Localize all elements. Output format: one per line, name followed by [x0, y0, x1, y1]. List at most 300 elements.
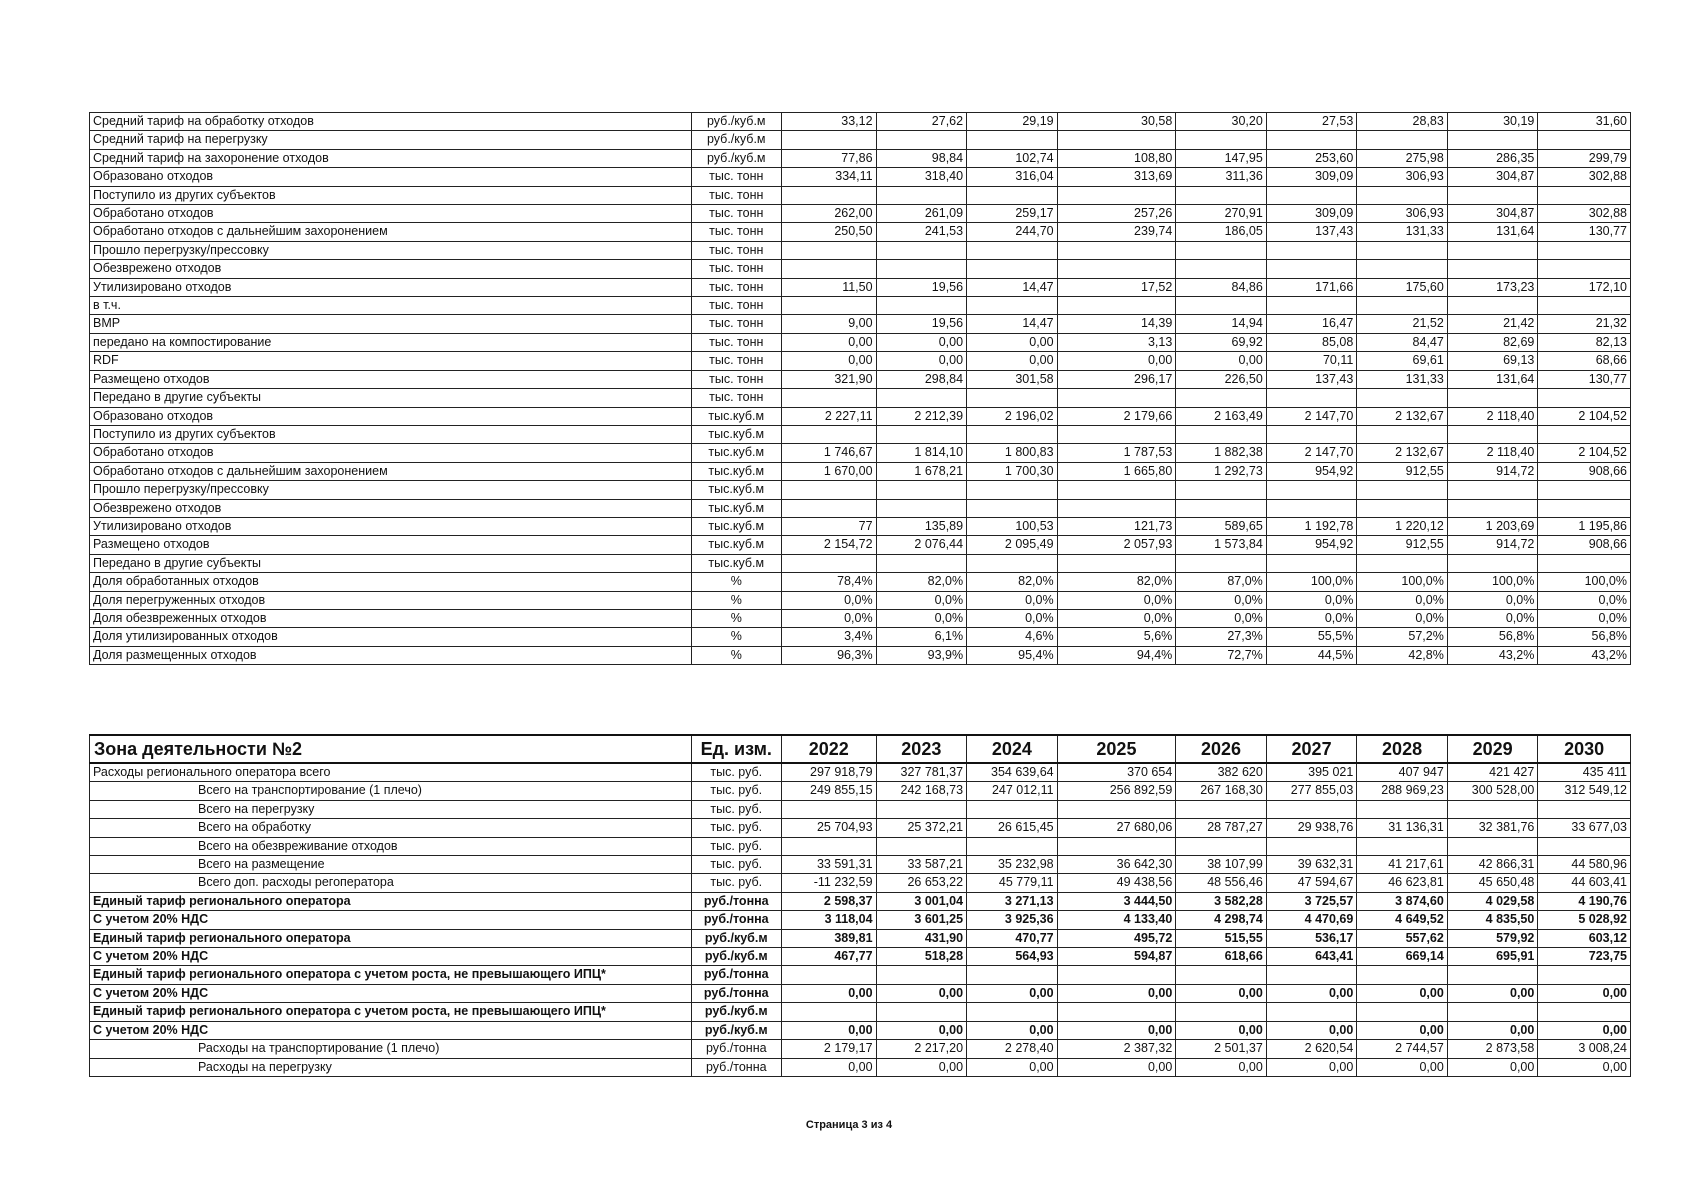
value-cell: 0,00	[876, 1058, 967, 1076]
row-label: Всего на размещение	[90, 856, 692, 874]
table-row	[90, 800, 1631, 818]
value-cell: 33 677,03	[1538, 819, 1631, 837]
row-label: Доля обработанных отходов	[90, 573, 692, 591]
value-cell	[1266, 837, 1357, 855]
value-cell: 0,0%	[1266, 591, 1357, 609]
value-cell	[967, 554, 1058, 572]
value-cell: 275,98	[1357, 149, 1448, 167]
value-cell: 301,58	[967, 370, 1058, 388]
value-cell	[1538, 389, 1631, 407]
value-cell: 0,0%	[1538, 591, 1631, 609]
value-cell: 130,77	[1538, 370, 1631, 388]
value-cell: 2 620,54	[1266, 1040, 1357, 1058]
value-cell: 0,00	[1057, 352, 1176, 370]
value-cell	[1447, 554, 1538, 572]
year-column-header: 2026	[1176, 735, 1267, 763]
value-cell	[1357, 389, 1448, 407]
value-cell: 47 594,67	[1266, 874, 1357, 892]
value-cell: 29,19	[967, 113, 1058, 131]
value-cell: 0,0%	[1057, 591, 1176, 609]
table-row	[90, 929, 1631, 947]
table-row	[90, 315, 1631, 333]
value-cell: 3,4%	[782, 628, 877, 646]
row-label: Единый тариф регионального оператора	[90, 929, 692, 947]
value-cell: 241,53	[876, 223, 967, 241]
value-cell: 0,00	[1538, 984, 1631, 1002]
value-cell: 48 556,46	[1176, 874, 1267, 892]
value-cell: 954,92	[1266, 536, 1357, 554]
value-cell: 28,83	[1357, 113, 1448, 131]
value-cell: 495,72	[1057, 929, 1176, 947]
value-cell	[1357, 425, 1448, 443]
value-cell	[1447, 966, 1538, 984]
value-cell: 579,92	[1447, 929, 1538, 947]
value-cell	[876, 131, 967, 149]
table-row	[90, 186, 1631, 204]
zone-2-tariff-table-body	[90, 763, 1631, 1076]
row-unit: руб./тонна	[691, 984, 782, 1002]
value-cell	[967, 389, 1058, 407]
value-cell: 370 654	[1057, 763, 1176, 782]
value-cell: 26 615,45	[967, 819, 1058, 837]
value-cell: 2 154,72	[782, 536, 877, 554]
year-column-header: 2029	[1447, 735, 1538, 763]
value-cell	[1266, 966, 1357, 984]
value-cell: 27 680,06	[1057, 819, 1176, 837]
row-label: Обезврежено отходов	[90, 260, 692, 278]
value-cell	[1357, 1003, 1448, 1021]
value-cell: 68,66	[1538, 352, 1631, 370]
value-cell	[1057, 837, 1176, 855]
value-cell: 45 779,11	[967, 874, 1058, 892]
value-cell: 131,33	[1357, 223, 1448, 241]
value-cell	[1266, 800, 1357, 818]
value-cell: 0,00	[1176, 352, 1267, 370]
value-cell: 72,7%	[1176, 646, 1267, 664]
row-unit: руб./куб.м	[691, 131, 782, 149]
value-cell: 102,74	[967, 149, 1058, 167]
value-cell: 2 095,49	[967, 536, 1058, 554]
value-cell	[1266, 554, 1357, 572]
value-cell: 21,32	[1538, 315, 1631, 333]
value-cell: 311,36	[1176, 168, 1267, 186]
zone-2-tariff-table	[89, 734, 1631, 1077]
value-cell: 286,35	[1447, 149, 1538, 167]
value-cell	[1538, 1003, 1631, 1021]
row-unit: тыс.куб.м	[691, 499, 782, 517]
value-cell: 297 918,79	[782, 763, 877, 782]
row-unit: тыс. тонн	[691, 223, 782, 241]
row-label: Прошло перегрузку/прессовку	[90, 241, 692, 259]
value-cell: 2 147,70	[1266, 407, 1357, 425]
value-cell: 19,56	[876, 278, 967, 296]
value-cell: 42,8%	[1357, 646, 1448, 664]
value-cell: 96,3%	[782, 646, 877, 664]
row-unit: тыс. тонн	[691, 370, 782, 388]
value-cell: 2 179,17	[782, 1040, 877, 1058]
value-cell: 49 438,56	[1057, 874, 1176, 892]
value-cell	[782, 260, 877, 278]
value-cell: 518,28	[876, 948, 967, 966]
value-cell: 270,91	[1176, 205, 1267, 223]
value-cell	[1538, 837, 1631, 855]
value-cell: 302,88	[1538, 168, 1631, 186]
value-cell	[782, 425, 877, 443]
value-cell	[967, 837, 1058, 855]
value-cell: 0,00	[1447, 1058, 1538, 1076]
row-unit: руб./куб.м	[691, 1021, 782, 1039]
row-label: Доля размещенных отходов	[90, 646, 692, 664]
value-cell	[1266, 260, 1357, 278]
value-cell: 84,86	[1176, 278, 1267, 296]
row-label: С учетом 20% НДС	[90, 911, 692, 929]
row-label: Передано в другие субъекты	[90, 389, 692, 407]
value-cell	[1357, 800, 1448, 818]
value-cell	[782, 186, 877, 204]
row-label: Доля утилизированных отходов	[90, 628, 692, 646]
value-cell	[1538, 800, 1631, 818]
table-row	[90, 536, 1631, 554]
value-cell: 2 132,67	[1357, 407, 1448, 425]
row-unit: тыс. тонн	[691, 297, 782, 315]
row-label: Прошло перегрузку/прессовку	[90, 481, 692, 499]
row-label: Единый тариф регионального оператора	[90, 892, 692, 910]
table-row	[90, 481, 1631, 499]
value-cell: 267 168,30	[1176, 782, 1267, 800]
value-cell	[1266, 481, 1357, 499]
table-row	[90, 984, 1631, 1002]
row-label: RDF	[90, 352, 692, 370]
value-cell	[1176, 499, 1267, 517]
value-cell: 304,87	[1447, 168, 1538, 186]
value-cell	[782, 800, 877, 818]
value-cell: 56,8%	[1538, 628, 1631, 646]
value-cell	[1057, 131, 1176, 149]
value-cell: 82,13	[1538, 333, 1631, 351]
value-cell: 1 814,10	[876, 444, 967, 462]
value-cell	[967, 1003, 1058, 1021]
value-cell: 695,91	[1447, 948, 1538, 966]
table-row	[90, 763, 1631, 782]
value-cell: 0,0%	[1357, 591, 1448, 609]
value-cell: 0,00	[876, 984, 967, 1002]
value-cell: 94,4%	[1057, 646, 1176, 664]
value-cell: 2 132,67	[1357, 444, 1448, 462]
value-cell: 1 670,00	[782, 462, 877, 480]
value-cell: 2 118,40	[1447, 444, 1538, 462]
value-cell: 435 411	[1538, 763, 1631, 782]
value-cell: 69,61	[1357, 352, 1448, 370]
row-label: ВМР	[90, 315, 692, 333]
row-unit: тыс.куб.м	[691, 536, 782, 554]
value-cell: 84,47	[1357, 333, 1448, 351]
row-label: Расходы на перегрузку	[90, 1058, 692, 1076]
value-cell: 39 632,31	[1266, 856, 1357, 874]
value-cell: 3 925,36	[967, 911, 1058, 929]
value-cell	[1447, 1003, 1538, 1021]
unit-column-header: Ед. изм.	[691, 735, 782, 763]
row-label: Поступило из других субъектов	[90, 186, 692, 204]
value-cell: 33 587,21	[876, 856, 967, 874]
value-cell: 100,0%	[1447, 573, 1538, 591]
value-cell: 557,62	[1357, 929, 1448, 947]
value-cell: 0,00	[1266, 1058, 1357, 1076]
value-cell: 3 444,50	[1057, 892, 1176, 910]
value-cell	[1538, 131, 1631, 149]
value-cell: 316,04	[967, 168, 1058, 186]
value-cell: 1 292,73	[1176, 462, 1267, 480]
value-cell: 1 700,30	[967, 462, 1058, 480]
row-unit: руб./куб.м	[691, 149, 782, 167]
row-label: С учетом 20% НДС	[90, 1021, 692, 1039]
year-column-header: 2025	[1057, 735, 1176, 763]
row-label: Поступило из других субъектов	[90, 425, 692, 443]
value-cell: 35 232,98	[967, 856, 1058, 874]
table-row	[90, 837, 1631, 855]
value-cell	[1447, 297, 1538, 315]
value-cell: 603,12	[1538, 929, 1631, 947]
value-cell: 4 835,50	[1447, 911, 1538, 929]
value-cell	[782, 131, 877, 149]
value-cell	[782, 241, 877, 259]
value-cell: 3,13	[1057, 333, 1176, 351]
table-row	[90, 241, 1631, 259]
value-cell	[876, 297, 967, 315]
value-cell: 6,1%	[876, 628, 967, 646]
value-cell: 321,90	[782, 370, 877, 388]
value-cell: 0,00	[782, 352, 877, 370]
value-cell: 135,89	[876, 517, 967, 535]
value-cell: 912,55	[1357, 462, 1448, 480]
value-cell	[1266, 241, 1357, 259]
value-cell	[782, 554, 877, 572]
row-label: Всего на перегрузку	[90, 800, 692, 818]
value-cell: 4 298,74	[1176, 911, 1267, 929]
row-label: Средний тариф на обработку отходов	[90, 113, 692, 131]
table-row	[90, 425, 1631, 443]
table-row	[90, 131, 1631, 149]
value-cell: 29 938,76	[1266, 819, 1357, 837]
value-cell: 186,05	[1176, 223, 1267, 241]
value-cell: 1 665,80	[1057, 462, 1176, 480]
value-cell: 239,74	[1057, 223, 1176, 241]
value-cell: 247 012,11	[967, 782, 1058, 800]
value-cell: 31 136,31	[1357, 819, 1448, 837]
value-cell	[876, 425, 967, 443]
value-cell: 25 372,21	[876, 819, 967, 837]
value-cell: 382 620	[1176, 763, 1267, 782]
value-cell: 2 104,52	[1538, 407, 1631, 425]
year-column-header: 2023	[876, 735, 967, 763]
value-cell: 250,50	[782, 223, 877, 241]
value-cell: 564,93	[967, 948, 1058, 966]
value-cell: 147,95	[1176, 149, 1267, 167]
value-cell: 44,5%	[1266, 646, 1357, 664]
row-label: С учетом 20% НДС	[90, 984, 692, 1002]
value-cell: 45 650,48	[1447, 874, 1538, 892]
value-cell: 3 001,04	[876, 892, 967, 910]
row-unit: %	[691, 646, 782, 664]
value-cell: 77,86	[782, 149, 877, 167]
value-cell: 253,60	[1266, 149, 1357, 167]
value-cell: 0,00	[782, 984, 877, 1002]
value-cell	[1176, 800, 1267, 818]
value-cell: 421 427	[1447, 763, 1538, 782]
value-cell: 0,00	[1357, 1058, 1448, 1076]
value-cell	[876, 554, 967, 572]
value-cell: 70,11	[1266, 352, 1357, 370]
table-row	[90, 966, 1631, 984]
value-cell: 43,2%	[1538, 646, 1631, 664]
value-cell: 0,00	[1176, 1058, 1267, 1076]
value-cell: 175,60	[1357, 278, 1448, 296]
row-label: в т.ч.	[90, 297, 692, 315]
value-cell: 0,00	[1538, 1021, 1631, 1039]
value-cell: 2 212,39	[876, 407, 967, 425]
value-cell	[1357, 131, 1448, 149]
value-cell: 78,4%	[782, 573, 877, 591]
table-row	[90, 1021, 1631, 1039]
value-cell: 2 057,93	[1057, 536, 1176, 554]
row-unit: тыс.куб.м	[691, 425, 782, 443]
row-label: Размещено отходов	[90, 536, 692, 554]
row-unit: руб./тонна	[691, 1040, 782, 1058]
row-unit: тыс. руб.	[691, 782, 782, 800]
value-cell: 33 591,31	[782, 856, 877, 874]
table-row	[90, 591, 1631, 609]
value-cell: 304,87	[1447, 205, 1538, 223]
value-cell: 100,0%	[1266, 573, 1357, 591]
zone-2-header-row	[90, 735, 1631, 763]
table-row	[90, 223, 1631, 241]
value-cell	[967, 800, 1058, 818]
value-cell	[1176, 425, 1267, 443]
waste-volumes-table-body	[90, 113, 1631, 665]
value-cell	[782, 297, 877, 315]
value-cell: 643,41	[1266, 948, 1357, 966]
value-cell	[967, 260, 1058, 278]
row-label: Образовано отходов	[90, 407, 692, 425]
value-cell: 131,64	[1447, 223, 1538, 241]
value-cell: 1 203,69	[1447, 517, 1538, 535]
row-unit: руб./куб.м	[691, 113, 782, 131]
value-cell: 0,0%	[876, 591, 967, 609]
value-cell: 536,17	[1266, 929, 1357, 947]
value-cell: 908,66	[1538, 462, 1631, 480]
value-cell: 334,11	[782, 168, 877, 186]
value-cell: 21,42	[1447, 315, 1538, 333]
value-cell: 0,0%	[1538, 609, 1631, 627]
value-cell	[1538, 966, 1631, 984]
value-cell: 318,40	[876, 168, 967, 186]
value-cell: 0,0%	[1176, 609, 1267, 627]
row-unit: тыс. руб.	[691, 819, 782, 837]
row-label: Доля обезвреженных отходов	[90, 609, 692, 627]
table-row	[90, 260, 1631, 278]
value-cell	[876, 800, 967, 818]
value-cell: 172,10	[1538, 278, 1631, 296]
row-unit: тыс. тонн	[691, 389, 782, 407]
table-row	[90, 370, 1631, 388]
value-cell: 57,2%	[1357, 628, 1448, 646]
value-cell: 14,39	[1057, 315, 1176, 333]
row-label: С учетом 20% НДС	[90, 948, 692, 966]
table-row	[90, 352, 1631, 370]
value-cell: 121,73	[1057, 517, 1176, 535]
value-cell: 262,00	[782, 205, 877, 223]
value-cell: 309,09	[1266, 205, 1357, 223]
value-cell: 26 653,22	[876, 874, 967, 892]
table-row	[90, 113, 1631, 131]
table-row	[90, 462, 1631, 480]
value-cell	[1538, 241, 1631, 259]
value-cell: 299,79	[1538, 149, 1631, 167]
value-cell: 302,88	[1538, 205, 1631, 223]
value-cell: 56,8%	[1447, 628, 1538, 646]
value-cell: 3 601,25	[876, 911, 967, 929]
row-label: Размещено отходов	[90, 370, 692, 388]
row-unit: %	[691, 591, 782, 609]
value-cell	[1357, 481, 1448, 499]
value-cell: 354 639,64	[967, 763, 1058, 782]
value-cell	[1447, 241, 1538, 259]
value-cell: 137,43	[1266, 370, 1357, 388]
value-cell: 3 118,04	[782, 911, 877, 929]
value-cell	[1057, 241, 1176, 259]
value-cell	[782, 837, 877, 855]
value-cell	[876, 966, 967, 984]
row-unit: руб./куб.м	[691, 929, 782, 947]
value-cell: 1 573,84	[1176, 536, 1267, 554]
table-row	[90, 554, 1631, 572]
value-cell	[876, 241, 967, 259]
value-cell: 108,80	[1057, 149, 1176, 167]
value-cell	[782, 389, 877, 407]
value-cell: 1 192,78	[1266, 517, 1357, 535]
value-cell	[1057, 554, 1176, 572]
value-cell	[1447, 481, 1538, 499]
value-cell: 27,62	[876, 113, 967, 131]
value-cell	[967, 186, 1058, 204]
value-cell: 137,43	[1266, 223, 1357, 241]
value-cell: 0,00	[1057, 984, 1176, 1002]
value-cell: 3 271,13	[967, 892, 1058, 910]
value-cell: 0,0%	[967, 591, 1058, 609]
value-cell: 467,77	[782, 948, 877, 966]
zone-title: Зона деятельности №2	[90, 735, 692, 763]
value-cell: 914,72	[1447, 536, 1538, 554]
row-label: Всего на обезвреживание отходов	[90, 837, 692, 855]
value-cell: 0,0%	[1266, 609, 1357, 627]
value-cell: 226,50	[1176, 370, 1267, 388]
value-cell	[876, 499, 967, 517]
row-unit: %	[691, 609, 782, 627]
value-cell: 42 866,31	[1447, 856, 1538, 874]
value-cell	[1266, 499, 1357, 517]
value-cell	[1057, 389, 1176, 407]
table-row	[90, 1040, 1631, 1058]
row-label: Утилизировано отходов	[90, 278, 692, 296]
value-cell: 27,53	[1266, 113, 1357, 131]
value-cell: 2 076,44	[876, 536, 967, 554]
row-unit: руб./тонна	[691, 966, 782, 984]
value-cell	[1176, 554, 1267, 572]
value-cell	[1057, 481, 1176, 499]
row-unit: %	[691, 628, 782, 646]
value-cell: 2 196,02	[967, 407, 1058, 425]
value-cell: 1 800,83	[967, 444, 1058, 462]
value-cell: 2 227,11	[782, 407, 877, 425]
